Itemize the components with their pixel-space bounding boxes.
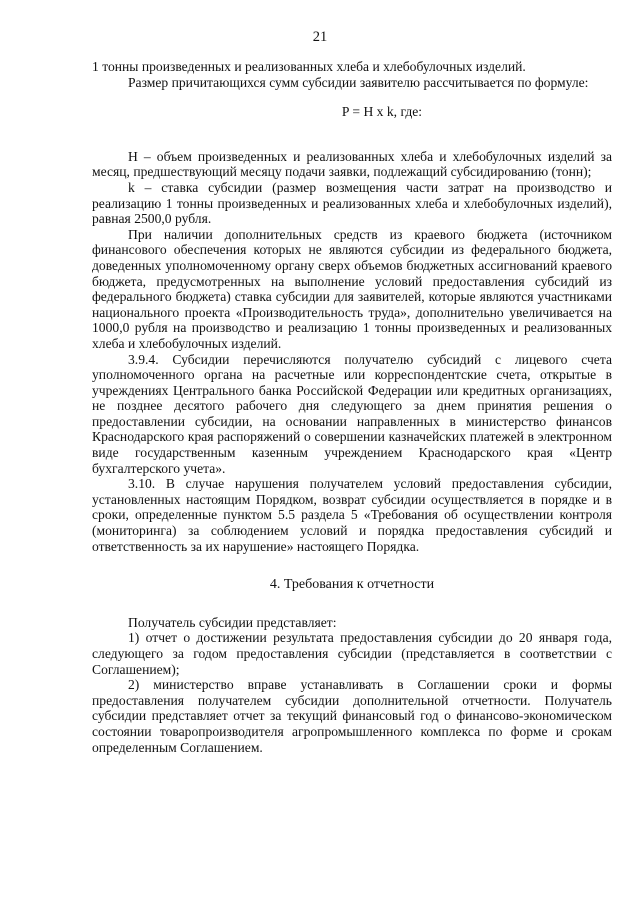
- paragraph-continuation: 1 тонны произведенных и реализованных хлеба и хлебобулочных изделий.: [92, 59, 526, 74]
- paragraph-formula-intro: Размер причитающихся сумм субсидии заявителю рассчитывается по формуле:: [128, 74, 589, 90]
- formula: P = H x k, где:: [341, 104, 423, 120]
- paragraph-item-2: 2) министерство вправе устанавливать в Соглашении сроки и формы предоставления получателем субсидии дополнительной отчетности. Получатель субсидии представляет отчет за текущий финансовый год о финансово-экономическом состоянии товаропроизводителя агропромышленного комплекса по форме и срокам определенным Соглашением.: [92, 677, 612, 755]
- paragraph-h-definition: H – объем произведенных и реализованных хлеба и хлебобулочных изделий за месяц, предшествующий месяцу подачи заявки, подлежащий субсидированию (тонн);: [92, 148, 612, 180]
- paragraph-recipient-submits: Получатель субсидии представляет:: [128, 614, 337, 630]
- paragraph-3-9-4: 3.9.4. Субсидии перечисляются получателю субсидий с лицевого счета уполномоченного органа на расчетные или корреспондентские счета, открытые в учреждениях Центрального банка Российской Федерации или кредитных организациях, не позднее десятого рабочего дня следующего за днем принятия решения о предоставлении субсидии, на основании направленных в министерство финансов Краснодарского края распоряжений о совершении казначейских платежей в электронном виде государственным казенным учреждением Краснодарского края «Центр бухгалтерского учета».: [92, 351, 612, 476]
- section-heading: 4. Требования к отчетности: [269, 577, 435, 593]
- paragraph-3-10: 3.10. В случае нарушения получателем условий предоставления субсидии, установленных настоящим Порядком, возврат субсидии осуществляется в порядке и в сроки, определенные пунктом 5.5 раздела 5 «Требования об осуществлении контроля (мониторинга) за соблюдением условий и порядка предоставления субсидий и ответственность за их нарушение» настоящего Порядка.: [92, 476, 612, 554]
- paragraph-additional-funds: При наличии дополнительных средств из краевого бюджета (источником финансового обеспечения которых не являются субсидии из федерального бюджета, доведенных уполномоченному органу сверх объемов бюджетных ассигнований краевого бюджета, предусмотренных на выполнение условий предоставления субсидий из федерального бюджета) ставка субсидии для заявителей, которые являются участниками национального проекта «Производительность труда», дополнительно увеличивается на 1000,0 рубля на производство и реализацию 1 тонны произведенных и реализованных хлеба и хлебобулочных изделий.: [92, 226, 612, 351]
- paragraph-k-definition: k – ставка субсидии (размер возмещения части затрат на производство и реализацию 1 тонны произведенных и реализованных хлеба и хлебобулочных изделий), равная 2500,0 рубля.: [92, 179, 612, 227]
- paragraph-item-1: 1) отчет о достижении результата предоставления субсидии до 20 января года, следующего за годом предоставления субсидии (представляется в соответствии с Соглашением);: [92, 630, 612, 677]
- document-body: [92, 59, 612, 755]
- page-number: 21: [312, 29, 328, 45]
